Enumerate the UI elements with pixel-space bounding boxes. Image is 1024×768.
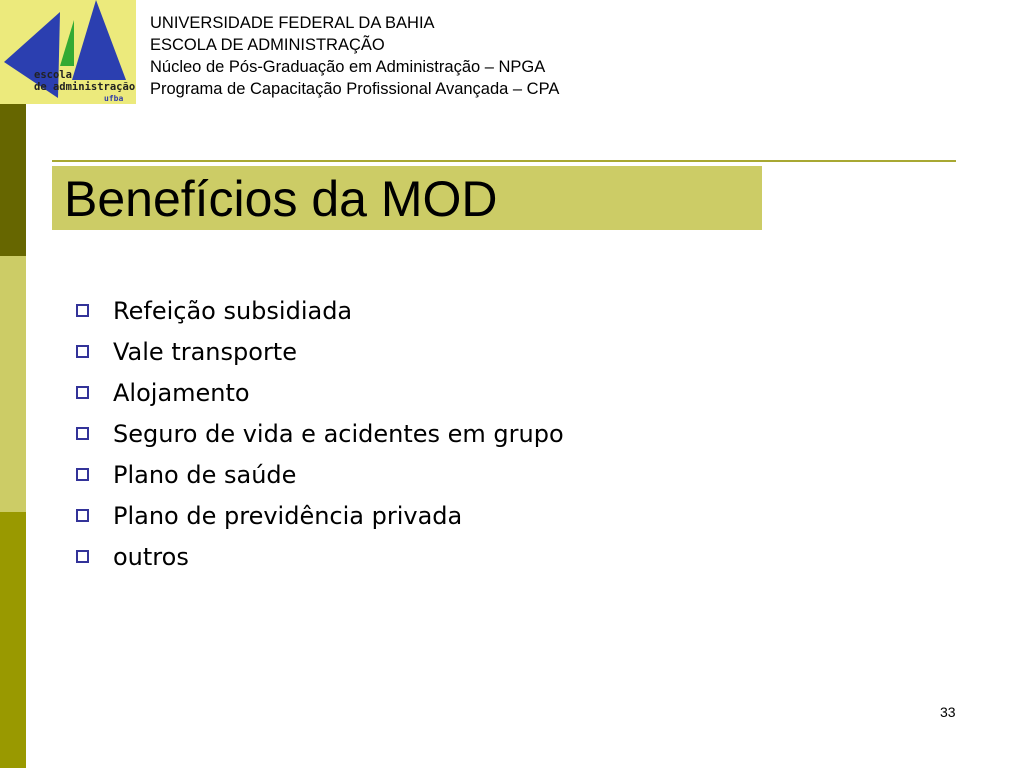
header-nucleus: Núcleo de Pós-Graduação em Administração – NPGA [150, 58, 546, 76]
square-bullet-icon [76, 509, 89, 522]
bullet-text: Refeição subsidiada [113, 296, 353, 325]
bullet-list [76, 290, 564, 577]
bullet-text: Plano de saúde [113, 460, 297, 489]
slide-title: Benefícios da MOD [64, 171, 498, 227]
bullet-item [76, 290, 564, 331]
bullet-item [76, 495, 564, 536]
bullet-item [76, 454, 564, 495]
page-number: 33 [940, 704, 956, 720]
bullet-text: Seguro de vida e acidentes em grupo [113, 419, 564, 448]
square-bullet-icon [76, 427, 89, 440]
bullet-text: outros [113, 542, 189, 571]
bullet-text: Alojamento [113, 378, 250, 407]
square-bullet-icon [76, 550, 89, 563]
bullet-text: Plano de previdência privada [113, 501, 463, 530]
institution-header [150, 12, 559, 100]
square-bullet-icon [76, 468, 89, 481]
title-divider [52, 160, 956, 162]
logo-text-ufba: ufba [104, 94, 124, 103]
header-program: Programa de Capacitação Profissional Avançada – CPA [150, 80, 560, 98]
logo-text-escola: escola [34, 69, 72, 81]
left-stripe-dark [0, 104, 26, 256]
bullet-item [76, 331, 564, 372]
left-stripe-light [0, 256, 26, 512]
bullet-item [76, 413, 564, 454]
square-bullet-icon [76, 345, 89, 358]
slide-title-box [52, 166, 762, 230]
header-school: ESCOLA DE ADMINISTRAÇÃO [150, 36, 385, 54]
square-bullet-icon [76, 386, 89, 399]
left-stripe-mid [0, 512, 26, 768]
header-university: UNIVERSIDADE FEDERAL DA BAHIA [150, 14, 435, 32]
bullet-item [76, 536, 564, 577]
bullet-item [76, 372, 564, 413]
square-bullet-icon [76, 304, 89, 317]
logo-text-administracao: de administração [34, 81, 136, 93]
bullet-text: Vale transporte [113, 337, 297, 366]
school-logo [0, 0, 136, 104]
